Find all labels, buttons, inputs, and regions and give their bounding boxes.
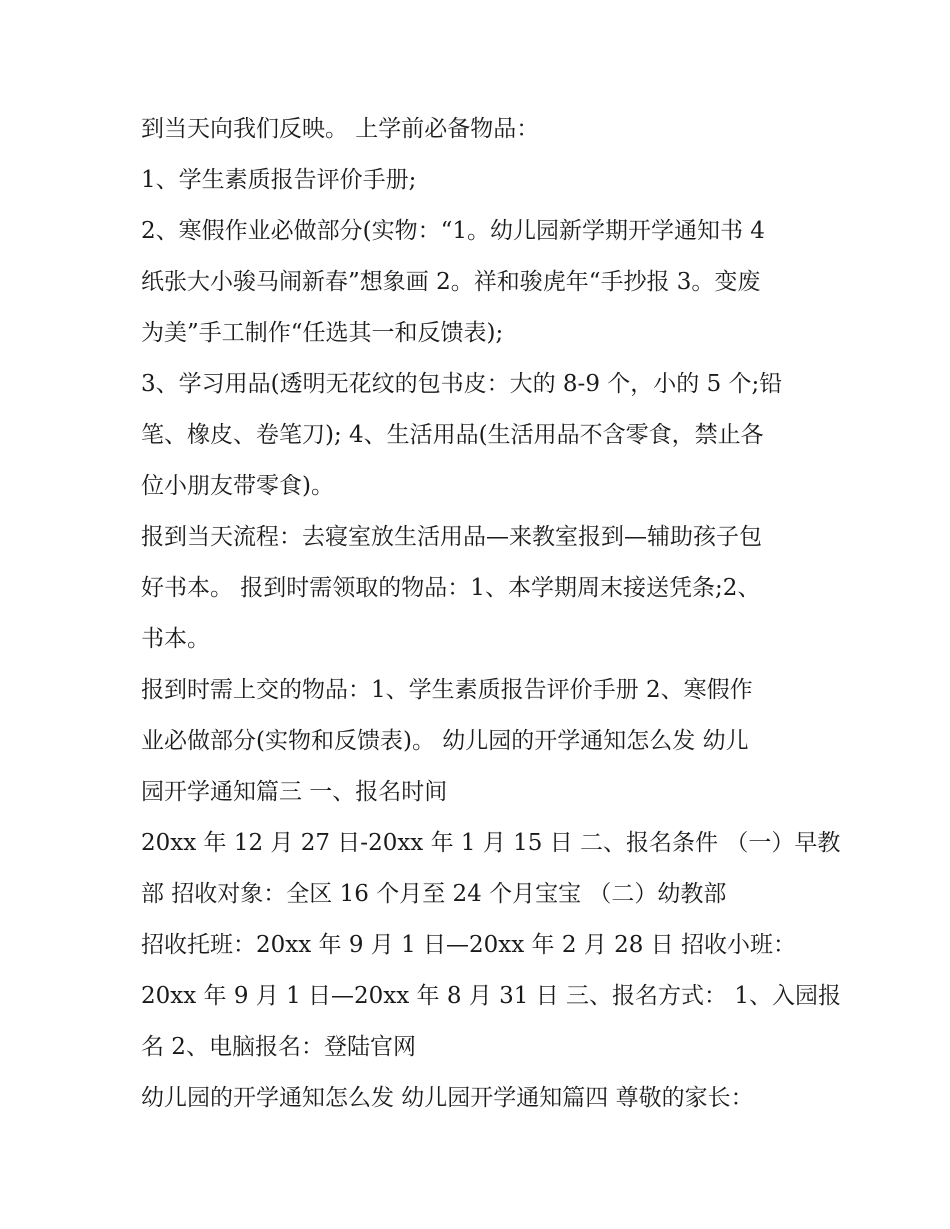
text-line: 为美”手工制作“任选其一和反馈表); [141, 320, 504, 346]
text-line: 到当天向我们反映。 上学前必备物品： [141, 116, 540, 142]
text-line: 20xx 年 9 月 1 日—20xx 年 8 月 31 日 三、报名方式： 1、入园报 [141, 983, 841, 1009]
document-body [141, 104, 841, 1124]
text-line: 报到时需上交的物品：1、学生素质报告评价手册 2、寒假作 [141, 677, 753, 703]
text-line: 3、学习用品(透明无花纹的包书皮：大的 8-9 个，小的 5 个;铅 [141, 371, 783, 397]
text-line: 园开学通知篇三 一、报名时间 [141, 779, 448, 805]
text-line: 纸张大小骏马闹新春”想象画 2。祥和骏虎年“手抄报 3。变废 [141, 269, 761, 295]
text-line: 业必做部分(实物和反馈表)。 幼儿园的开学通知怎么发 幼儿 [141, 728, 749, 754]
text-line: 20xx 年 12 月 27 日-20xx 年 1 月 15 日 二、报名条件 （一）早教 [141, 830, 841, 856]
text-line: 好书本。 报到时需领取的物品：1、本学期周末接送凭条;2、 [141, 575, 761, 601]
text-line: 2、寒假作业必做部分(实物：“1。幼儿园新学期开学通知书 4 [141, 218, 765, 244]
text-line: 招收托班：20xx 年 9 月 1 日—20xx 年 2 月 28 日 招收小班： [141, 932, 797, 958]
text-line: 报到当天流程：去寝室放生活用品—来教室报到—辅助孩子包 [141, 524, 762, 550]
text-line: 幼儿园的开学通知怎么发 幼儿园开学通知篇四 尊敬的家长： [141, 1085, 754, 1111]
text-line: 位小朋友带零食)。 [141, 473, 334, 499]
text-line: 名 2、电脑报名：登陆官网 [141, 1034, 416, 1060]
text-line: 笔、橡皮、卷笔刀); 4、生活用品(生活用品不含零食，禁止各 [141, 422, 764, 448]
text-line: 书本。 [141, 626, 210, 652]
text-line: 1、学生素质报告评价手册; [141, 167, 417, 193]
text-line: 部 招收对象：全区 16 个月至 24 个月宝宝 （二）幼教部 [141, 881, 727, 907]
